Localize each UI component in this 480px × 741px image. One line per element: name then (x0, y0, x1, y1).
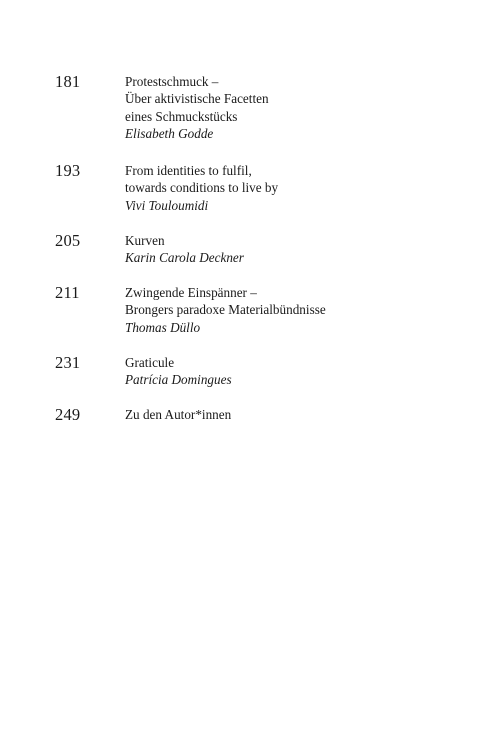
entry-author: Vivi Touloumidi (125, 197, 209, 213)
entry-title-line: eines Schmuckstücks (125, 108, 238, 124)
entry-text (125, 354, 455, 389)
page-number: 249 (55, 405, 81, 424)
entry-title-line: Kurven (125, 233, 165, 248)
entry-title-line: Protestschmuck – (125, 74, 219, 89)
entry-author: Patrícia Domingues (125, 372, 232, 388)
entry-title-line: Zu den Autor*innen (125, 407, 232, 422)
entry-text (125, 232, 455, 267)
entry-author: Thomas Düllo (125, 319, 201, 335)
entry-text (125, 162, 455, 214)
page-number: 231 (55, 353, 81, 372)
page-number: 181 (55, 72, 81, 91)
entry-author: Elisabeth Godde (125, 125, 214, 141)
entry-text (125, 284, 455, 336)
entry-author: Karin Carola Deckner (125, 250, 244, 266)
entry-title-line: Über aktivistische Facetten (125, 91, 269, 107)
entry-title-line: From identities to fulfil, (125, 163, 252, 178)
entry-text (125, 406, 455, 423)
entry-title-line: towards conditions to live by (125, 180, 279, 196)
entry-title-line: Zwingende Einspänner – (125, 285, 257, 300)
entry-text (125, 73, 455, 142)
page-number: 205 (55, 231, 81, 250)
entry-title-line: Graticule (125, 355, 175, 370)
page-number: 193 (55, 161, 81, 180)
entry-title-line: Brongers paradoxe Materialbündnisse (125, 302, 326, 318)
page-number: 211 (55, 283, 80, 302)
